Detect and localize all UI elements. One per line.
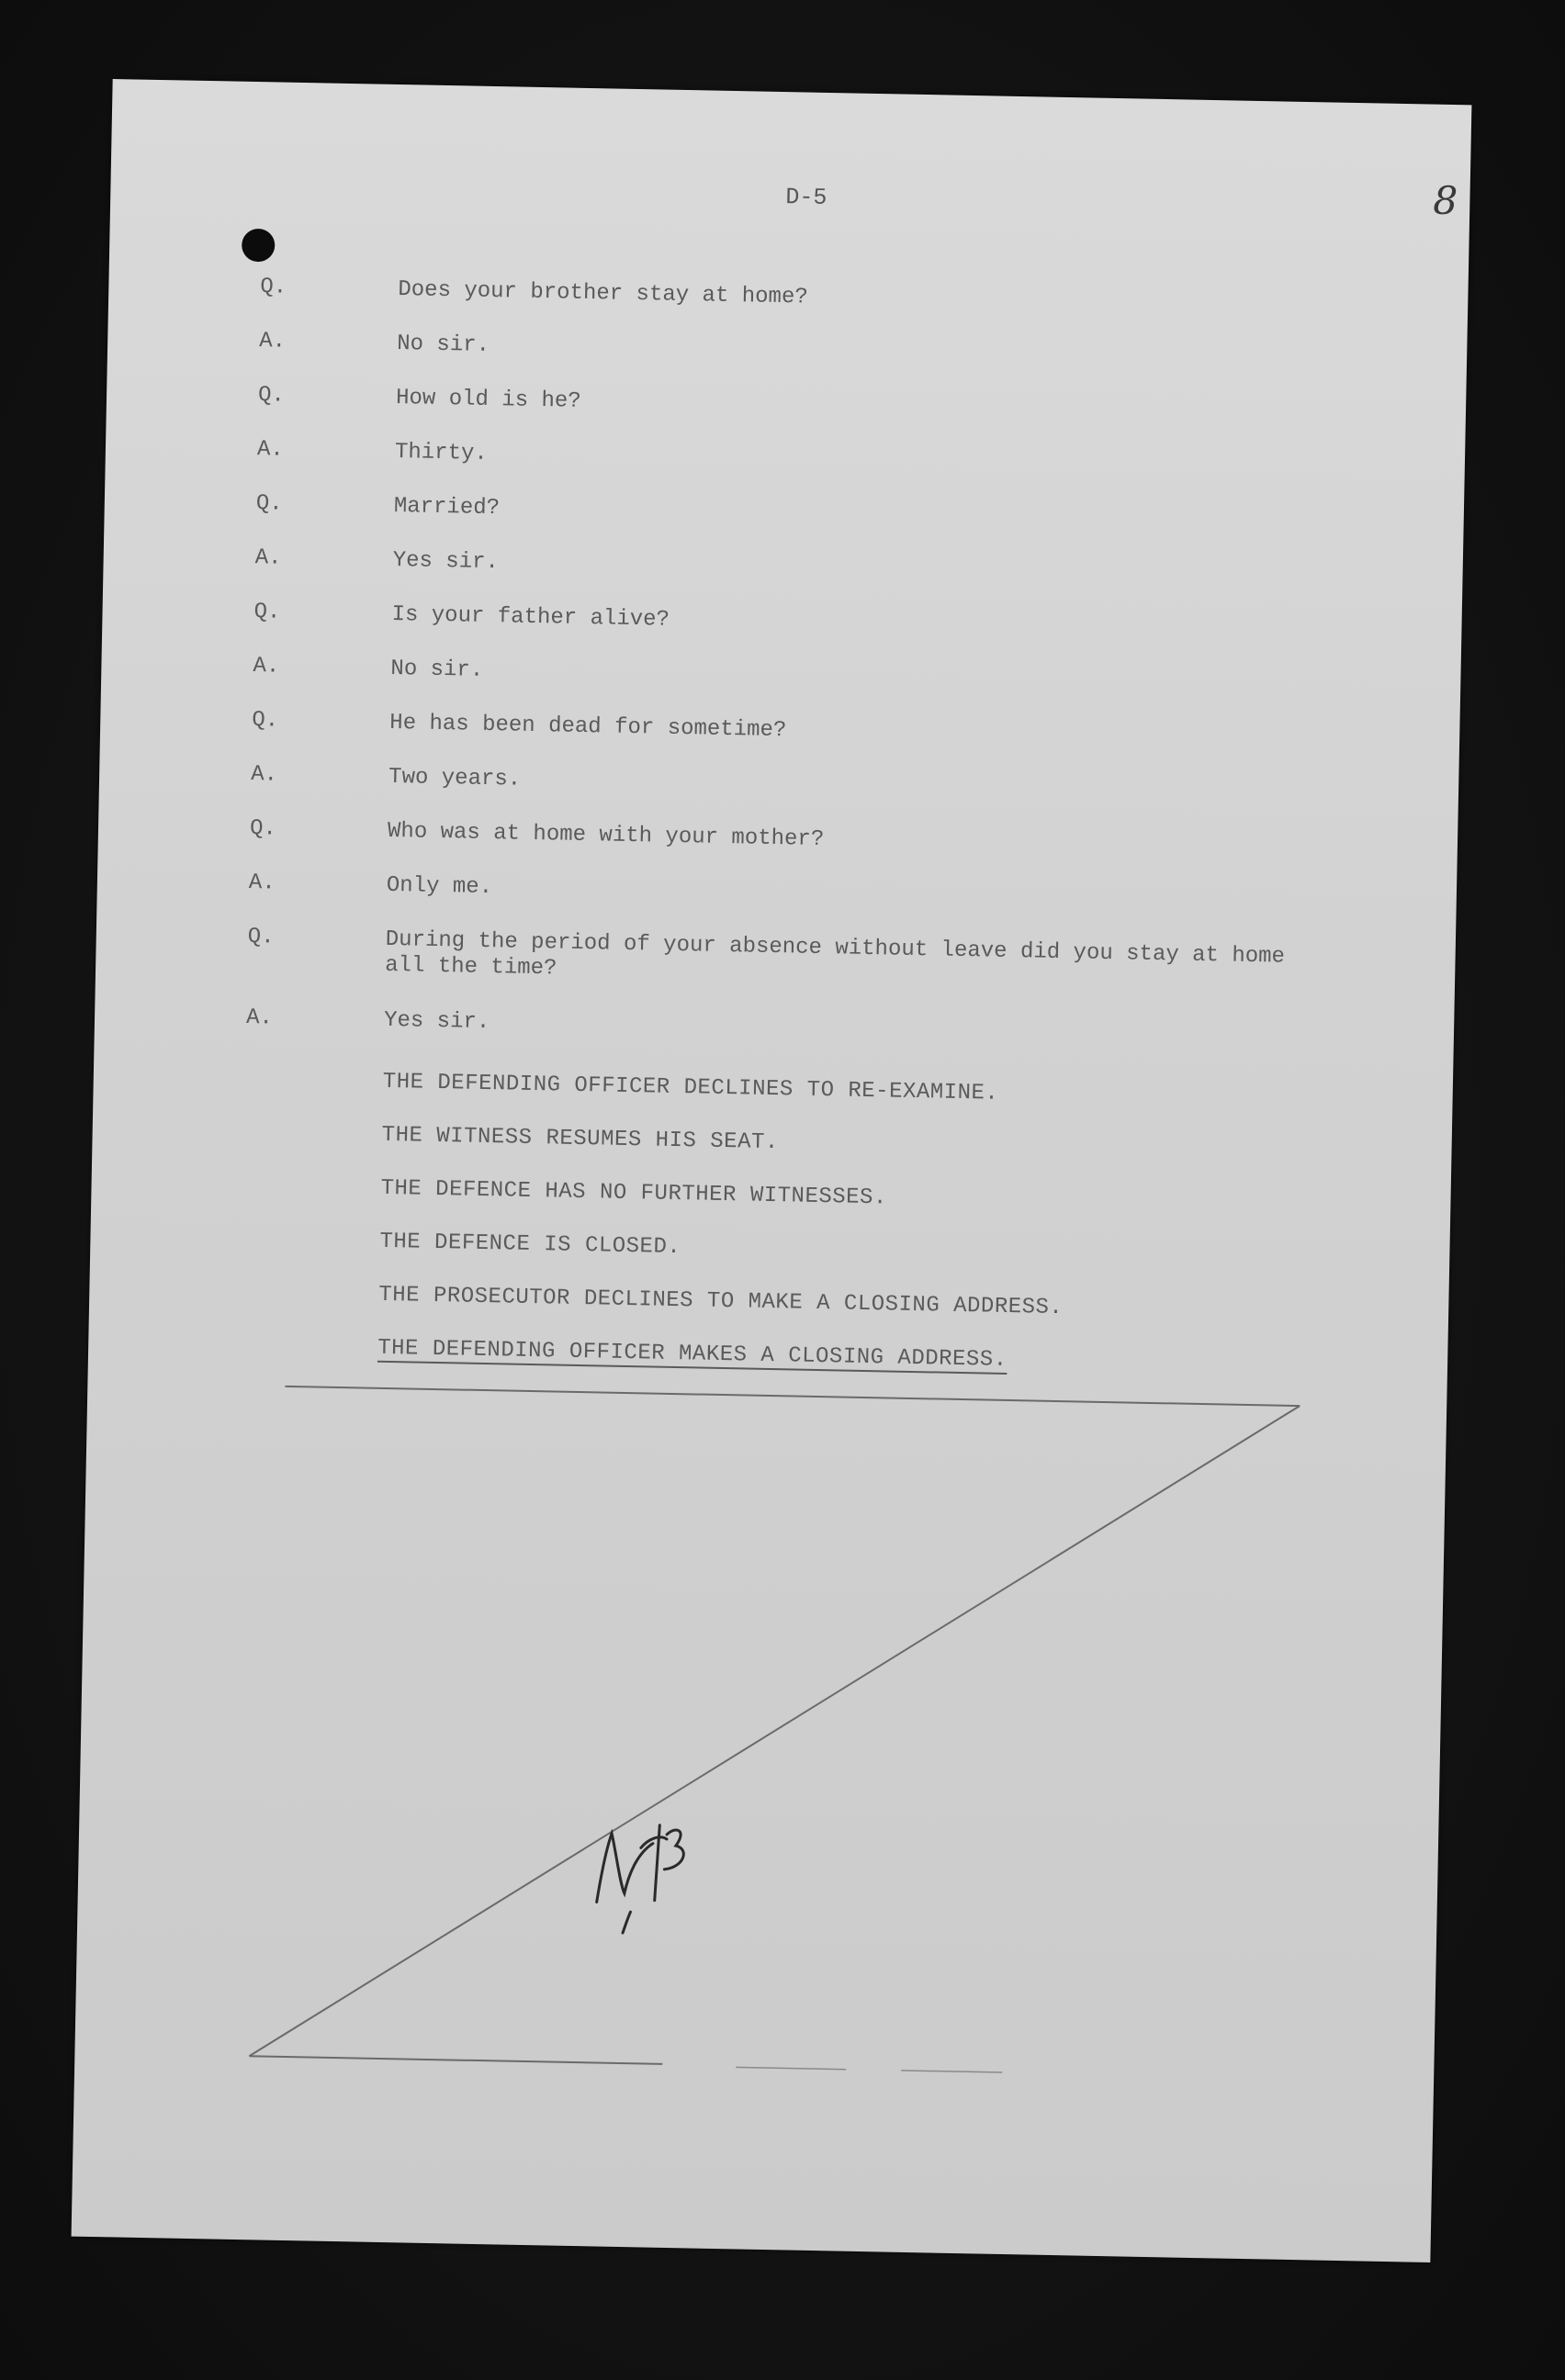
proceeding-entry: THE DEFENDING OFFICER DECLINES TO RE-EXAMINE. [382,1069,999,1106]
question-text: Who was at home with your mother? [387,818,825,853]
proceeding-entry: THE DEFENCE IS CLOSED. [379,1229,681,1261]
question-text: He has been dead for sometime? [389,710,787,744]
question-label: Q. [249,816,277,842]
answer-label: A. [254,545,282,571]
question-label: Q. [253,600,281,625]
answer-label: A. [253,654,280,679]
question-label: Q. [247,925,275,950]
question-label: Q. [252,708,279,734]
question-text: During the period of your absence without leave did you stay at home all the time? [384,926,1286,982]
question-label: Q. [257,383,286,409]
document-sheet [72,79,1472,2262]
answer-text: No sir. [396,331,490,358]
proceeding-entry: THE WITNESS RESUMES HIS SEAT. [381,1122,780,1156]
question-label: Q. [255,491,283,517]
answer-label: A. [245,1005,274,1031]
question-text: Does your brother stay at home? [398,277,809,310]
question-label: Q. [260,275,287,300]
answer-label: A. [248,870,276,896]
answer-text: Yes sir. [392,547,500,576]
handwritten-page-number: 8 [1432,177,1458,224]
proceeding-entry: THE PROSECUTOR DECLINES TO MAKE A CLOSING ADDRESS. [378,1282,1064,1321]
answer-label: A. [250,762,278,788]
handwritten-initials-icon [72,79,1472,2262]
question-text: Married? [393,493,501,522]
question-text: How old is he? [395,385,581,414]
answer-label: A. [256,437,285,463]
proceeding-entry: THE DEFENCE HAS NO FURTHER WITNESSES. [380,1175,888,1211]
answer-text: Two years. [388,764,522,792]
answer-text: Thirty. [394,439,489,466]
answer-text: Yes sir. [383,1007,490,1036]
proceeding-entry: THE DEFENDING OFFICER MAKES A CLOSING ADDRESS. [377,1335,1008,1373]
page-code: D-5 [785,184,828,211]
answer-text: Only me. [386,872,493,901]
answer-text: No sir. [390,656,484,683]
question-text: Is your father alive? [391,601,670,633]
answer-label: A. [258,329,287,354]
